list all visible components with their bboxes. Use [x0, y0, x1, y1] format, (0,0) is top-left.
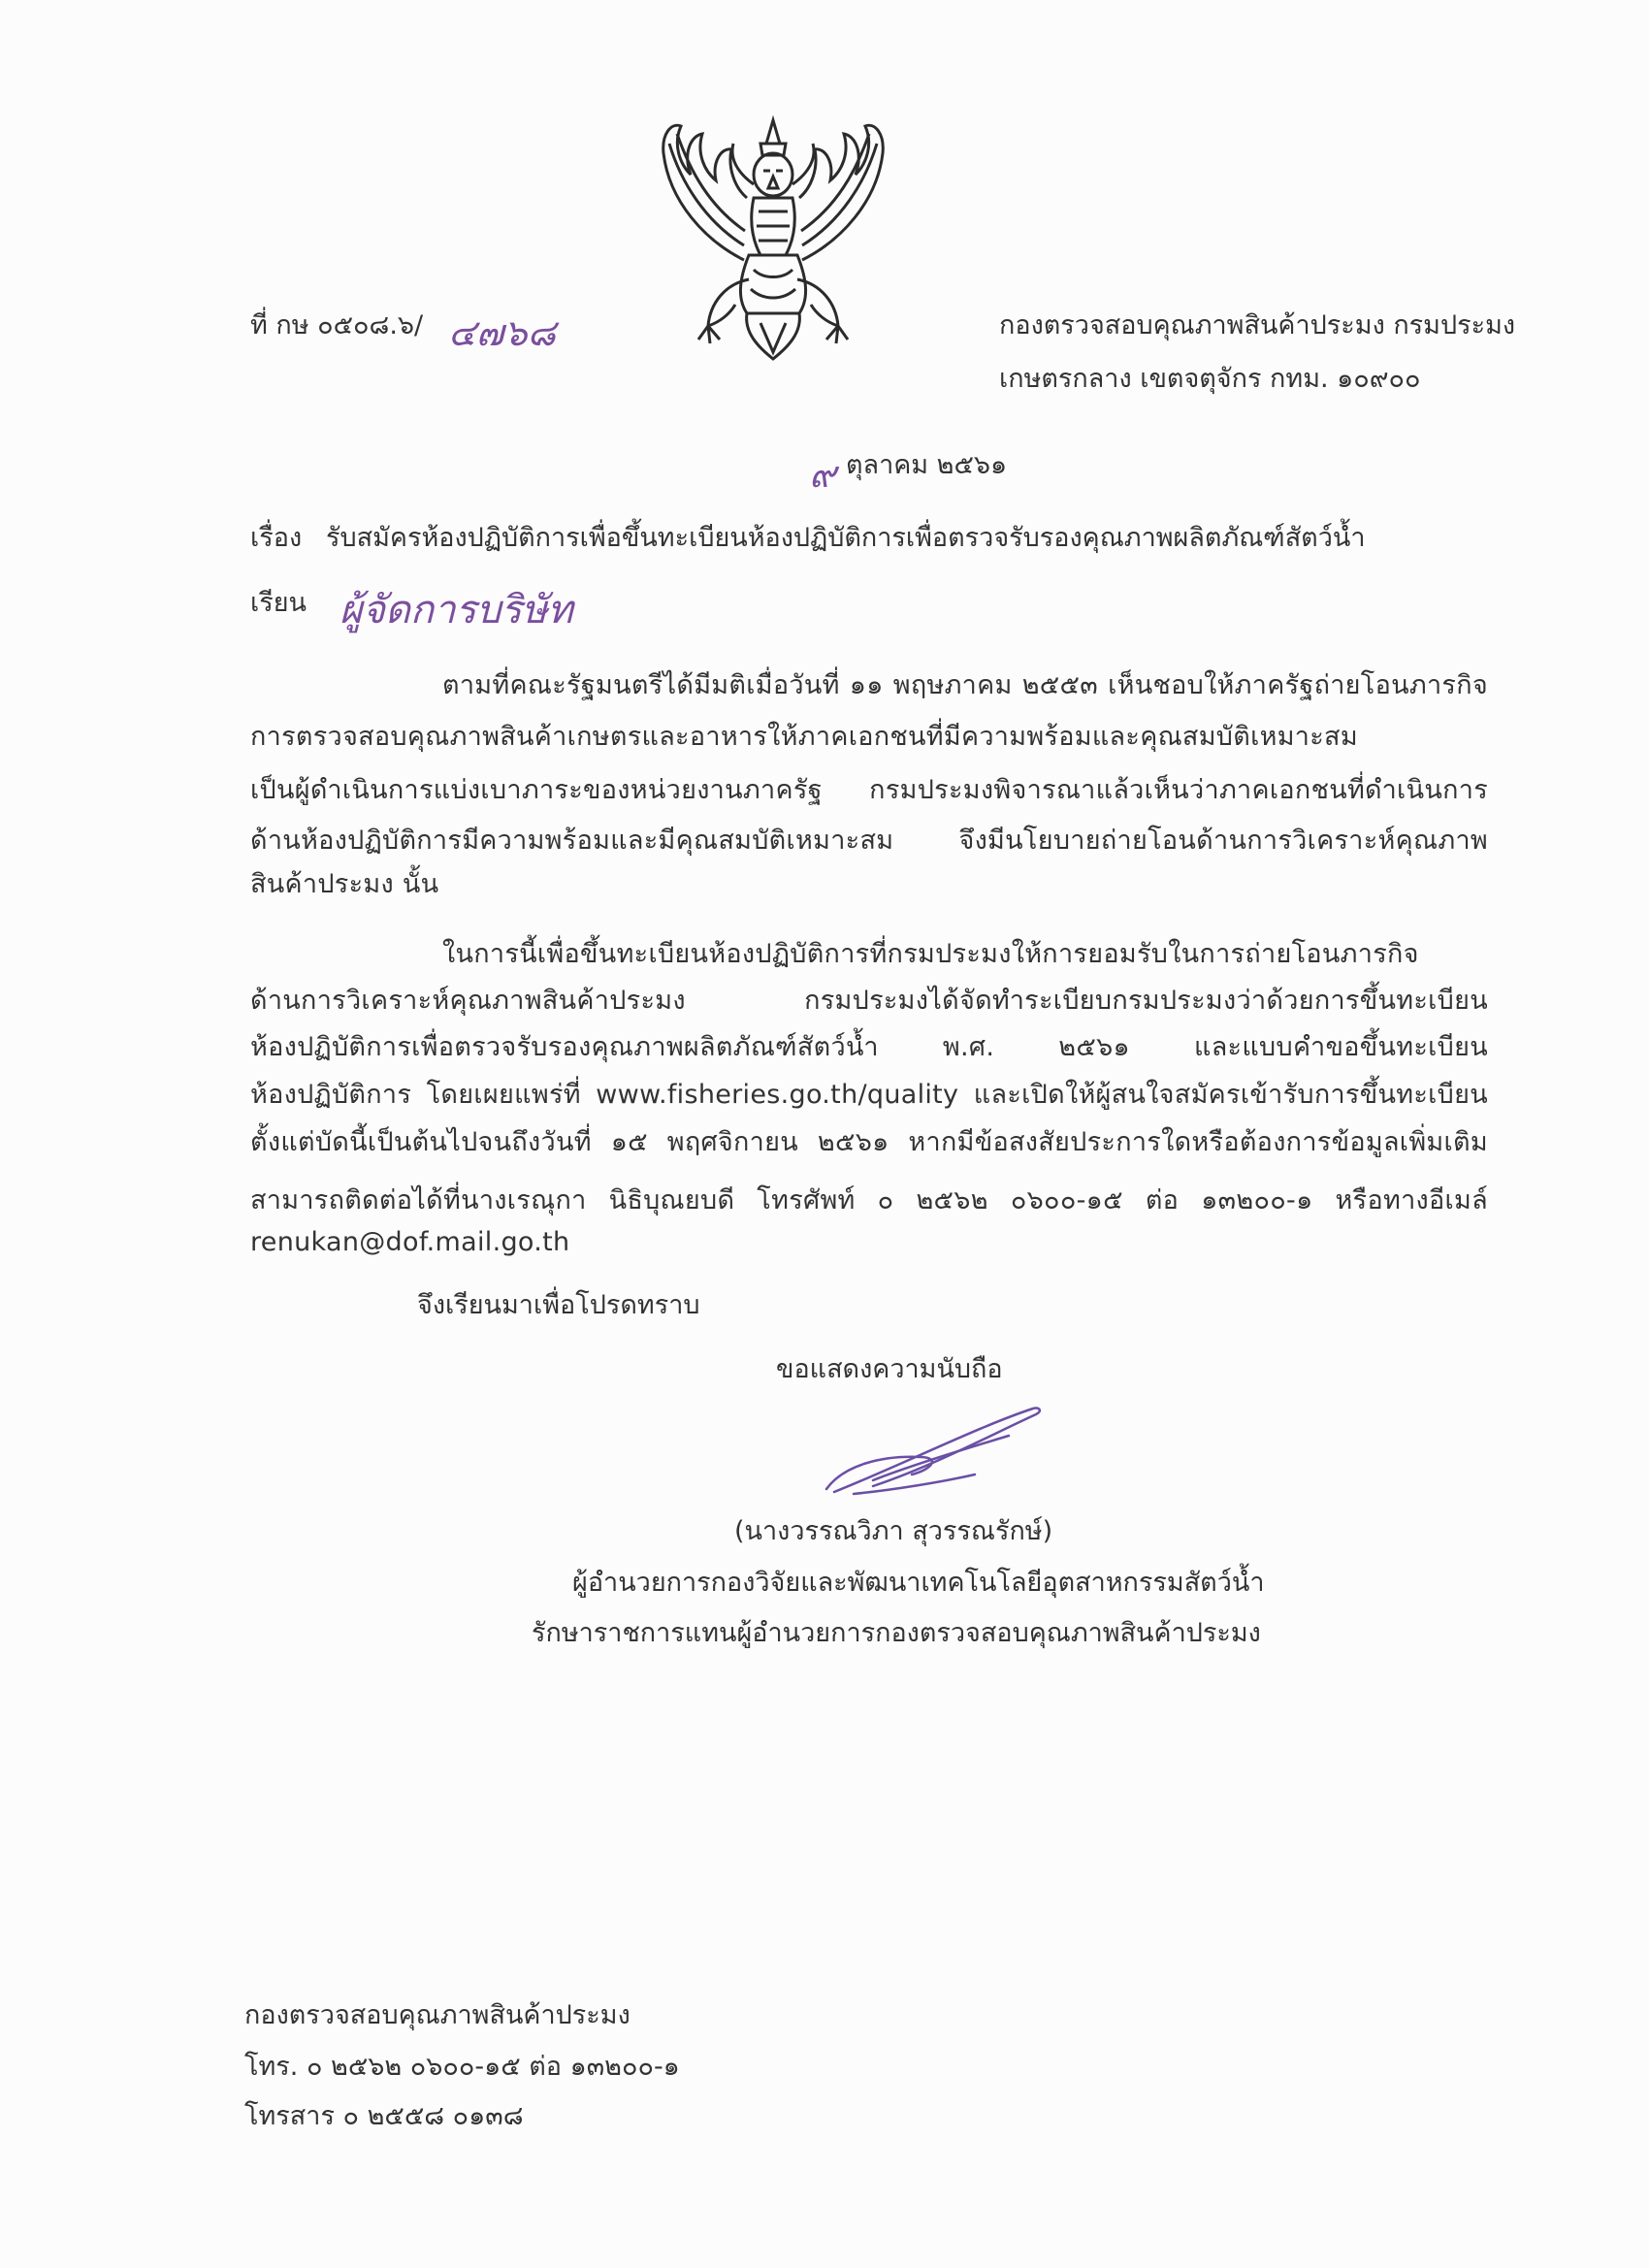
paragraph1-line: ด้านห้องปฏิบัติการมีความพร้อมและมีคุณสมบัติเหมาะสม จึงมีนโยบายถ่ายโอนด้านการวิเคราะห์คุณภาพ: [250, 826, 1488, 856]
recipient-label: เรียน: [250, 588, 307, 618]
sender-organization-line2: เกษตรกลาง เขตจตุจักร กทม. ๑๐๙๐๐: [999, 364, 1421, 394]
paragraph2-line: ห้องปฏิบัติการเพื่อตรวจรับรองคุณภาพผลิตภัณฑ์สัตว์น้ำ พ.ศ. ๒๕๖๑ และแบบคำขอขึ้นทะเบียน: [250, 1032, 1488, 1062]
paragraph2-line: ในการนี้เพื่อขึ้นทะเบียนห้องปฏิบัติการที่กรมประมงให้การยอมรับในการถ่ายโอนภารกิจ: [442, 939, 1419, 969]
paragraph1-line: สินค้าประมง นั้น: [250, 869, 439, 899]
reference-number-handwritten: ๔๗๖๘: [448, 311, 556, 354]
paragraph2-line: ตั้งแต่บัดนี้เป็นต้นไปจนถึงวันที่ ๑๕ พฤศจิกายน ๒๕๖๑ หากมีข้อสงสัยประการใดหรือต้องการข้อมูลเพิ่มเติม: [250, 1127, 1488, 1157]
footer-division: กองตรวจสอบคุณภาพสินค้าประมง: [244, 2000, 630, 2030]
paragraph1-line: การตรวจสอบคุณภาพสินค้าเกษตรและอาหารให้ภาคเอกชนที่มีความพร้อมและคุณสมบัติเหมาะสม: [250, 722, 1358, 752]
subject-text: รับสมัครห้องปฏิบัติการเพื่อขึ้นทะเบียนห้องปฏิบัติการเพื่อตรวจรับรองคุณภาพผลิตภัณฑ์สัตว์น้ำ: [326, 523, 1366, 553]
signer-position-line2: รักษาราชการแทนผู้อำนวยการกองตรวจสอบคุณภาพสินค้าประมง: [532, 1618, 1261, 1648]
paragraph2-email: renukan@dof.mail.go.th: [250, 1227, 570, 1257]
signer-name: (นางวรรณวิภา สุวรรณรักษ์): [734, 1516, 1053, 1546]
closing-regards: ขอแสดงความนับถือ: [776, 1354, 1003, 1384]
recipient-handwritten: ผู้จัดการบริษัท: [340, 588, 573, 632]
date-month-year: ตุลาคม ๒๕๖๑: [846, 450, 1008, 480]
closing-statement: จึงเรียนมาเพื่อโปรดทราบ: [417, 1290, 700, 1320]
paragraph2-line: ด้านการวิเคราะห์คุณภาพสินค้าประมง กรมประมงได้จัดทำระเบียบกรมประมงว่าด้วยการขึ้นทะเบียน: [250, 986, 1488, 1016]
paragraph2-line: สามารถติดต่อได้ที่นางเรณุกา นิธิบุณยบดี โทรศัพท์ ๐ ๒๕๖๒ ๐๖๐๐-๑๕ ต่อ ๑๓๒๐๐-๑ หรือทางอีเมล์: [250, 1185, 1488, 1215]
paragraph1-line: ตามที่คณะรัฐมนตรีได้มีมติเมื่อวันที่ ๑๑ พฤษภาคม ๒๕๕๓ เห็นชอบให้ภาครัฐถ่ายโอนภารกิจ: [442, 670, 1488, 700]
garuda-emblem-icon: [652, 114, 894, 369]
footer-phone: โทร. ๐ ๒๕๖๒ ๐๖๐๐-๑๕ ต่อ ๑๓๒๐๐-๑: [244, 2052, 680, 2082]
subject-label: เรื่อง: [250, 523, 303, 553]
signature-icon: [815, 1397, 1048, 1504]
paragraph1-line: เป็นผู้ดำเนินการแบ่งเบาภาระของหน่วยงานภาครัฐ กรมประมงพิจารณาแล้วเห็นว่าภาคเอกชนที่ดำเนินการ: [250, 775, 1488, 805]
footer-fax: โทรสาร ๐ ๒๕๕๘ ๐๑๓๘: [244, 2101, 524, 2131]
reference-number-label: ที่ กษ ๐๕๐๘.๖/: [250, 310, 424, 340]
signer-position-line1: ผู้อำนวยการกองวิจัยและพัฒนาเทคโนโลยีอุตสาหกรรมสัตว์น้ำ: [572, 1568, 1265, 1598]
paragraph2-line: ห้องปฏิบัติการ โดยเผยแพร่ที่ www.fisheries.go.th/quality และเปิดให้ผู้สนใจสมัครเข้ารับการขึ้นทะเบียน: [250, 1080, 1488, 1110]
sender-organization-line1: กองตรวจสอบคุณภาพสินค้าประมง กรมประมง: [999, 310, 1516, 340]
date-day-handwritten: ๙: [809, 453, 836, 496]
